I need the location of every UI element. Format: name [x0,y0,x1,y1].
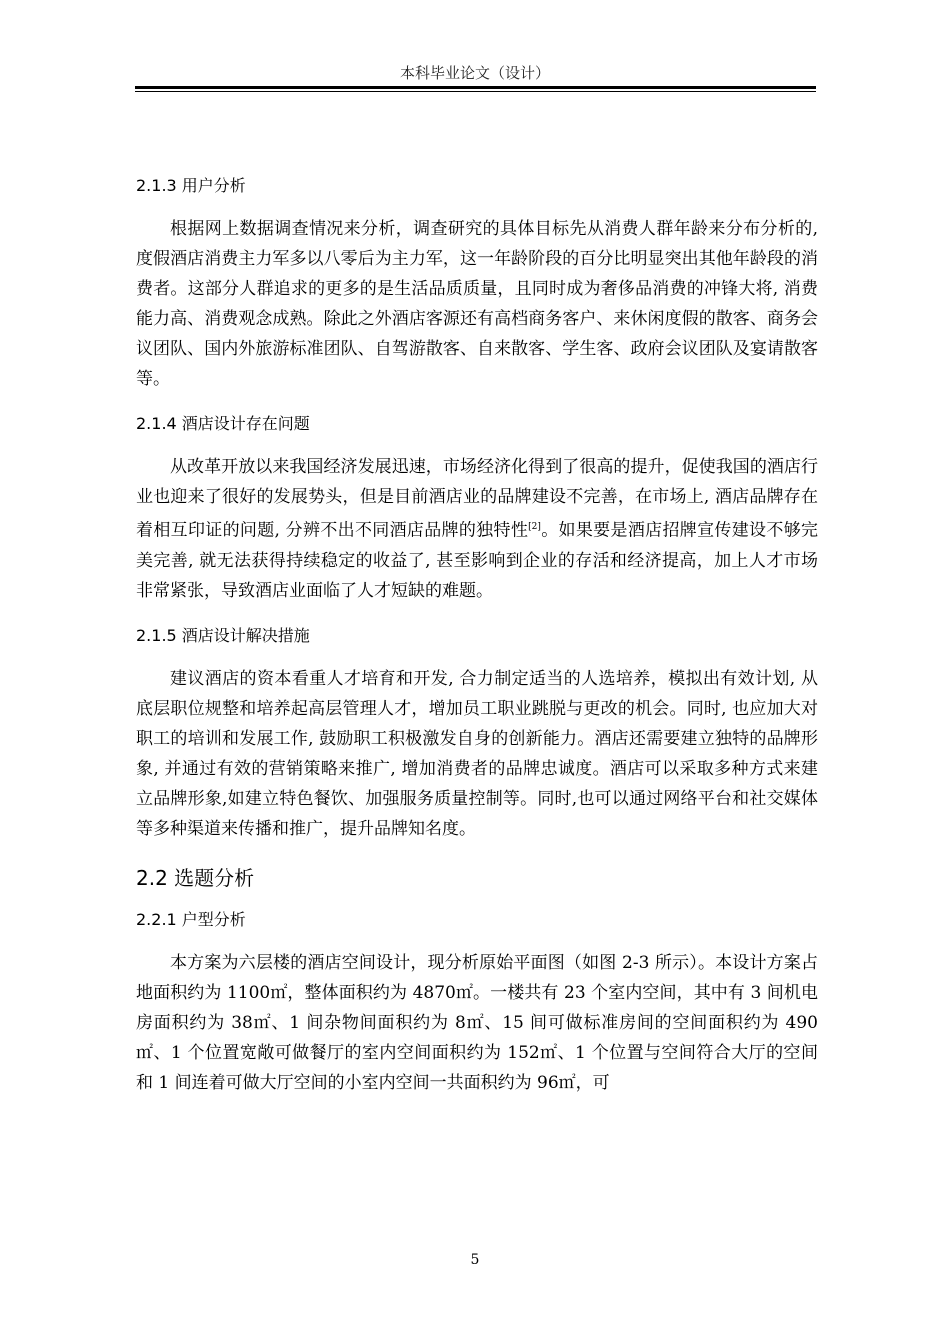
heading-2-2: 2.2 选题分析 [136,865,255,890]
paragraph-user-analysis: 根据网上数据调查情况来分析，调查研究的具体目标先从消费人群年龄来分布分析的, 度假酒店消费主力军多以八零后为主力军，这一年龄阶段的百分比明显突出其他年龄段的消费者。这部分人群追求的更多的是生活品质质量，且同时成为奢侈品消费的冲锋大将, 消费能力高、消费观念成熟。除此之外酒店客源还有高档商务客户、来休闲度假的散客、商务会议团队、国内外旅游标准团队、自驾游散客、自来散客、学生客、政府会议团队及宴请散客等。 [136,219,818,389]
citation-ref: [2] [528,522,541,532]
heading-2-1-4: 2.1.4 酒店设计存在问题 [136,414,310,433]
page-number: 5 [470,1252,480,1268]
running-header: 本科毕业论文（设计） [399,64,550,82]
paragraph-floor-plan-analysis: 本方案为六层楼的酒店空间设计，现分析原始平面图（如图 2-3 所示）。本设计方案占地面积约为 1100㎡，整体面积约为 4870㎡。一楼共有 23 个室内空间，其中有 3 间机电房面积约为 38㎡、1 间杂物间面积约为 8㎡、15 间可做标准房间的空间面积约为 490㎡、1 个位置宽敞可做餐厅的室内空间面积约为 152㎡、1 个位置与空间符合大厅的空间和 1 间连着可做大厅空间的小室内空间一共面积约为 96㎡，可 [136,952,818,1093]
paragraph-design-problems [136,452,818,606]
paragraph-solutions: 建议酒店的资本看重人才培育和开发, 合力制定适当的人选培养，模拟出有效计划, 从底层职位规整和培养起高层管理人才，增加员工职业跳脱与更改的机会。同时, 也应加大对职工的培训和发展工作, 鼓励职工积极激发自身的创新能力。酒店还需要建立独特的品牌形象, 并通过有效的营销策略来推广, 增加消费者的品牌忠诚度。酒店可以采取多种方式来建立品牌形象,如建立特色餐饮、加强服务质量控制等。同时,也可以通过网络平台和社交媒体等多种渠道来传播和推广，提升品牌知名度。 [136,668,818,839]
page-body [136,170,818,1098]
header-rule-thick [135,86,816,89]
paragraph-part-b: 。如果要是酒店招牌宣传建设不够完美完善, 就无法获得持续稳定的收益了, 甚至影响到企业的存活和经济提高，加上人才市场非常紧张，导致酒店业面临了人才短缺的难题。 [136,520,819,601]
header-rule-thin [135,91,816,92]
heading-2-2-1: 2.2.1 户型分析 [136,909,246,929]
heading-2-1-3: 2.1.3 用户分析 [136,176,246,195]
paragraph-part-a: 从改革开放以来我国经济发展迅速，市场经济化得到了很高的提升，促使我国的酒店行业也迎来了很好的发展势头，但是目前酒店业的品牌建设不完善，在市场上, 酒店品牌存在着相互印证的问题, 分辨不出不同酒店品牌的独特性 [136,457,818,541]
heading-2-1-5: 2.1.5 酒店设计解决措施 [136,625,310,645]
